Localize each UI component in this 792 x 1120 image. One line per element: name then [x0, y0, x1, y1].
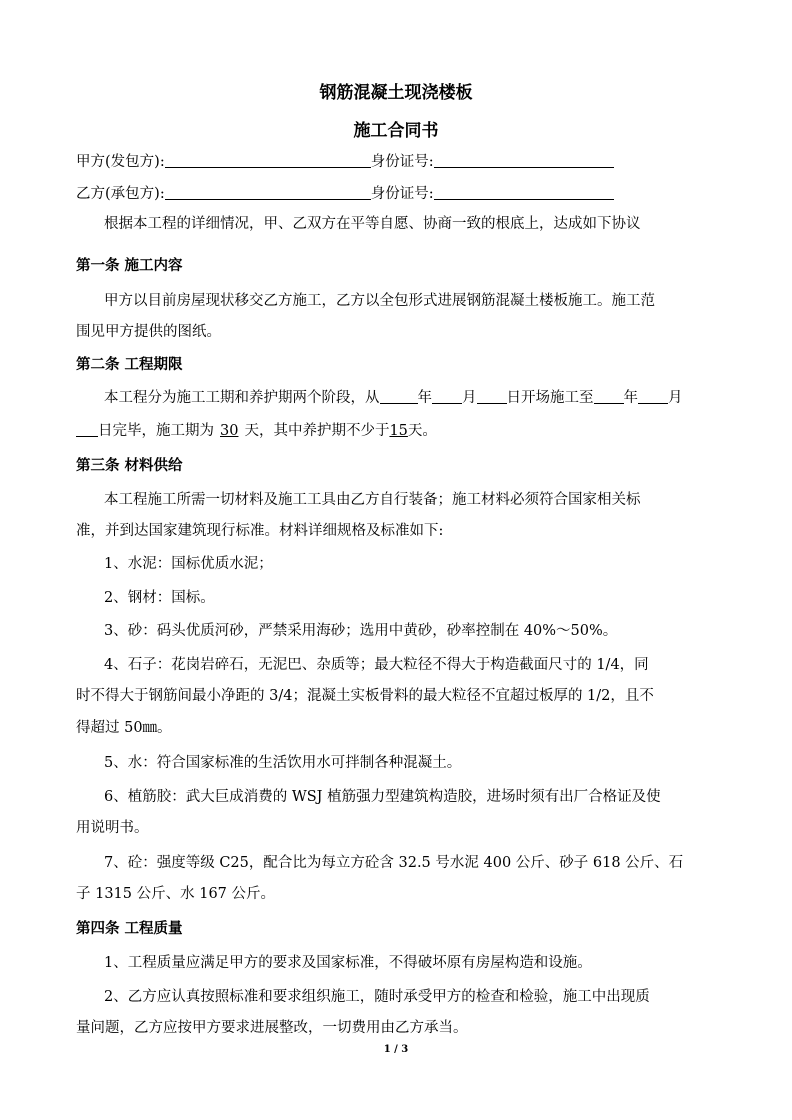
start-day-blank — [477, 389, 507, 404]
article2-text4: 天。 — [407, 423, 437, 439]
duration-value: 30 — [220, 423, 239, 439]
article3-item1: 1、水泥：国标优质水泥； — [104, 556, 273, 572]
article2-line1 — [104, 386, 683, 407]
article3-item6-line1: 6、植筋胶：武大巨成消费的 WSJ 植筋强力型建筑构造胶，进场时须有出厂合格证及使 — [104, 789, 661, 805]
month-label: 月 — [462, 390, 477, 406]
end-year-label: 年 — [623, 390, 638, 406]
cure-value: 15 — [389, 423, 408, 439]
article3-item7-line2: 子 1315 公斤、水 167 公斤。 — [76, 886, 276, 902]
doc-title: 钢筋混凝土现浇楼板 — [319, 83, 473, 103]
article3-item6-line2: 用说明书。 — [76, 820, 149, 836]
article3-item7-line1: 7、砼：强度等级 C25，配合比为每立方砼含 32.5 号水泥 400 公斤、砂子 618 公斤、石 — [104, 855, 684, 871]
start-year-blank — [380, 389, 418, 404]
article2-heading: 第二条 工程期限 — [76, 357, 183, 373]
year-label: 年 — [417, 390, 432, 406]
start-month-blank — [432, 389, 462, 404]
article2-line2 — [76, 419, 437, 440]
doc-subtitle: 施工合同书 — [353, 121, 439, 141]
party-a-line — [76, 150, 614, 171]
day-start-text: 日开场施工至 — [506, 390, 594, 406]
article1-line2: 围见甲方提供的图纸。 — [76, 324, 221, 340]
end-day-blank — [76, 422, 98, 437]
party-b-line — [76, 182, 614, 203]
article3-item5: 5、水：符合国家标准的生活饮用水可拌制各种混凝土。 — [104, 755, 462, 771]
page-number: 1 / 3 — [383, 1044, 409, 1055]
article3-item3: 3、砂：码头优质河砂，严禁采用海砂；选用中黄砂，砂率控制在 40%～50%。 — [104, 623, 618, 639]
article3-item4-line1: 4、石子：花岗岩碎石，无泥巴、杂质等；最大粒径不得大于构造截面尺寸的 1/4，同 — [104, 657, 649, 673]
end-month-blank — [638, 389, 668, 404]
article2-text2: 日完毕，施工期为 — [98, 423, 214, 439]
intro-paragraph: 根据本工程的详细情况，甲、乙双方在平等自愿、协商一致的根底上，达成如下协议 — [104, 216, 641, 232]
party-b-label: 乙方(承包方): — [76, 186, 165, 202]
article4-heading: 第四条 工程质量 — [76, 921, 183, 937]
end-month-label: 月 — [668, 390, 683, 406]
party-a-name-blank — [165, 153, 371, 168]
party-b-name-blank — [165, 185, 371, 200]
party-a-id-blank — [434, 153, 614, 168]
article4-item2-line1: 2、乙方应认真按照标准和要求组织施工，随时承受甲方的检查和检验，施工中出现质 — [104, 989, 650, 1005]
party-a-label: 甲方(发包方): — [76, 154, 165, 170]
article4-item2-line2: 量问题，乙方应按甲方要求进展整改，一切费用由乙方承当。 — [76, 1020, 468, 1036]
article1-heading: 第一条 施工内容 — [76, 258, 183, 274]
article4-item1: 1、工程质量应满足甲方的要求及国家标准，不得破坏原有房屋构造和设施。 — [104, 955, 592, 971]
party-b-id-blank — [434, 185, 614, 200]
article3-item4-line2: 时不得大于钢筋间最小净距的 3/4；混凝土实板骨料的最大粒径不宜超过板厚的 1/2，且不 — [76, 688, 654, 704]
party-b-id-label: 身份证号: — [370, 186, 434, 202]
article3-line2: 准，并到达国家建筑现行标准。材料详细规格及标准如下: — [76, 523, 444, 539]
party-a-id-label: 身份证号: — [370, 154, 434, 170]
article3-line1: 本工程施工所需一切材料及施工工具由乙方自行装备；施工材料必须符合国家相关标 — [104, 492, 641, 508]
end-year-blank — [594, 389, 624, 404]
article3-item2: 2、钢材：国标。 — [104, 590, 215, 606]
article3-item4-line3: 得超过 50㎜。 — [76, 720, 172, 736]
article1-line1: 甲方以目前房屋现状移交乙方施工，乙方以全包形式进展钢筋混凝土楼板施工。施工范 — [104, 293, 655, 309]
article2-text1: 本工程分为施工工期和养护期两个阶段，从 — [104, 390, 380, 406]
article3-heading: 第三条 材料供给 — [76, 458, 183, 474]
article2-text3: 天，其中养护期不少于 — [244, 423, 390, 439]
